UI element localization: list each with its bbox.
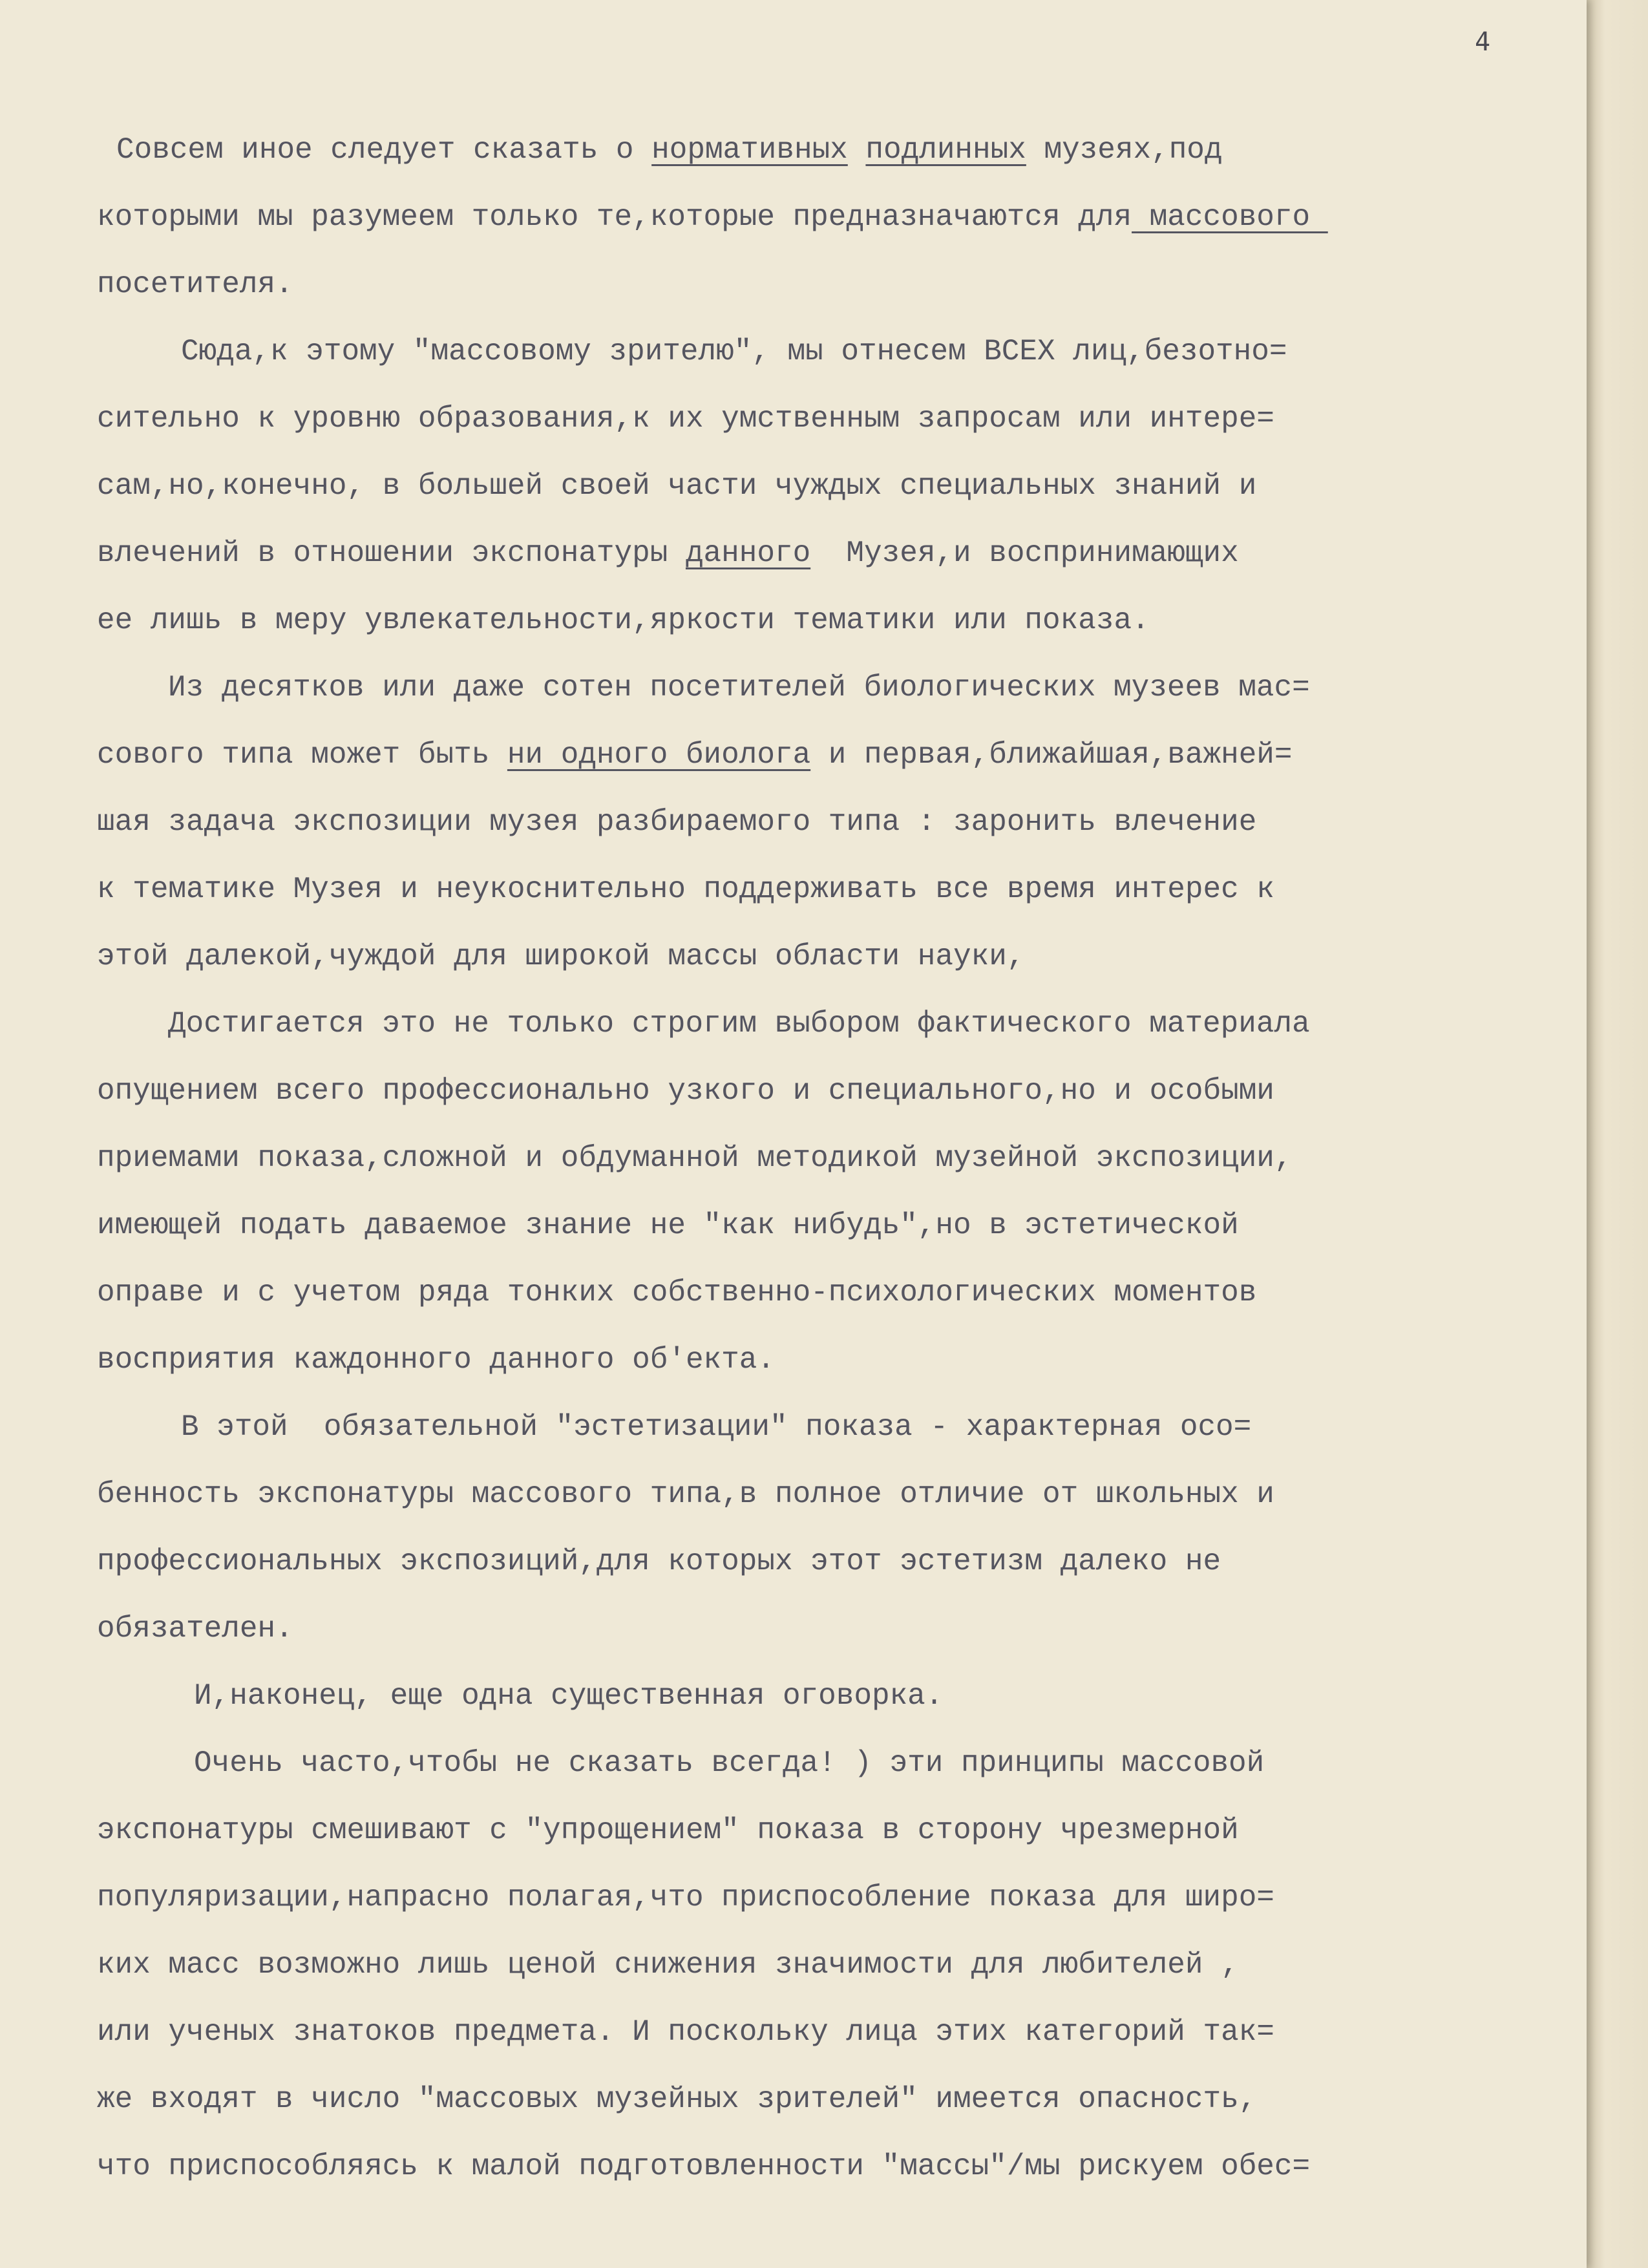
text-span: к тематике Музея и неукоснительно поддерживать все время интерес к [97,873,1274,906]
text-line [97,520,1583,587]
text-span: ких масс возможно лишь ценой снижения значимости для любителей , [97,1948,1239,1982]
text-span: Достигается это не только строгим выбором фактического материала [168,1007,1310,1041]
text-line [97,721,1583,789]
text-line [97,654,1583,721]
text-span: шая задача экспозиции музея разбираемого типа : заронить влечение [97,805,1257,839]
text-line [97,1662,1583,1730]
text-line [97,116,1583,184]
underlined-text: подлинных [865,133,1026,167]
text-line [97,2066,1583,2133]
text-span: Из десятков или даже сотен посетителей биологических музеев мас= [168,671,1310,705]
text-span: ее лишь в меру увлекательности,яркости тематики или показа. [97,604,1150,637]
text-line [97,385,1583,452]
text-line [97,990,1583,1057]
underlying-sheet-edge [1587,0,1648,2268]
text-line [97,1326,1583,1394]
text-line [97,2133,1583,2200]
underlined-text: массового [1132,200,1328,234]
text-span: опущением всего профессионально узкого и специального,но и особыми [97,1074,1274,1108]
text-span: В этой обязательной "эстетизации" показа - характерная осо= [181,1410,1252,1444]
page-number: 4 [1475,27,1491,57]
text-line [97,251,1583,318]
underlined-text: нормативных [651,133,848,167]
text-line [97,1394,1583,1461]
text-span: бенность экспонатуры массового типа,в полное отличие от школьных и [97,1478,1274,1511]
text-span: популяризации,напрасно полагая,что приспособление показа для широ= [97,1881,1274,1914]
text-span: Совсем иное следует сказать о [116,133,652,167]
text-span: профессиональных экспозиций,для которых этот эстетизм далеко не [97,1545,1221,1578]
text-span [848,133,866,167]
typed-text-body [97,116,1583,2200]
text-line [97,1864,1583,1931]
text-span: сового типа может быть [97,738,507,772]
text-span: музеях,под [1026,133,1223,167]
underlined-text: ни одного биолога [507,738,811,772]
text-span: экспонатуры смешивают с "упрощением" показа в сторону чрезмерной [97,1814,1239,1847]
text-span: сительно к уровню образования,к их умственным запросам или интере= [97,402,1274,436]
text-span: или ученых знатоков предмета. И поскольку лица этих категорий так= [97,2015,1274,2049]
text-line [97,1730,1583,1797]
text-line [97,856,1583,923]
text-span: приемами показа,сложной и обдуманной методикой музейной экспозиции, [97,1141,1293,1175]
text-span: имеющей подать даваемое знание не "как нибудь",но в эстетической [97,1209,1239,1242]
text-span: которыми мы разумеем только те,которые предназначаются для [97,200,1132,234]
text-span: Очень часто,чтобы не сказать всегда! ) эти принципы массовой [194,1746,1265,1780]
text-line [97,789,1583,856]
text-line [97,923,1583,990]
text-line [97,318,1583,385]
text-span: влечений в отношении экспонатуры [97,536,686,570]
text-span: сам,но,конечно, в большей своей части чуждых специальных знаний и [97,469,1257,503]
text-line [97,1125,1583,1192]
text-span: этой далекой,чуждой для широкой массы области науки, [97,940,1025,973]
text-line [97,1259,1583,1326]
text-line [97,1595,1583,1662]
text-line [97,1192,1583,1259]
text-span: восприятия каждонного данного об'екта. [97,1343,775,1377]
text-line [97,1461,1583,1528]
text-span: что приспособляясь к малой подготовленности "массы"/мы рискуем обес= [97,2150,1311,2183]
text-line [97,1931,1583,1998]
underlined-text: данного [685,536,811,570]
text-span: И,наконец, еще одна существенная оговорка. [194,1679,944,1713]
text-line [97,1998,1583,2066]
text-line [97,587,1583,654]
text-line [97,184,1583,251]
text-line [97,1797,1583,1864]
text-span: Сюда,к этому "массовому зрителю", мы отнесем ВСЕХ лиц,безотно= [181,335,1287,368]
text-span: и первая,ближайшая,важней= [810,738,1293,772]
text-span: посетителя. [97,268,293,301]
text-span: же входят в число "массовых музейных зрителей" имеется опасность, [97,2083,1257,2116]
text-span: обязателен. [97,1612,293,1646]
text-line [97,1057,1583,1125]
text-line [97,1528,1583,1595]
text-line [97,452,1583,520]
text-span: оправе и с учетом ряда тонких собственно-психологических моментов [97,1276,1257,1309]
text-span: Музея,и воспринимающих [810,536,1239,570]
